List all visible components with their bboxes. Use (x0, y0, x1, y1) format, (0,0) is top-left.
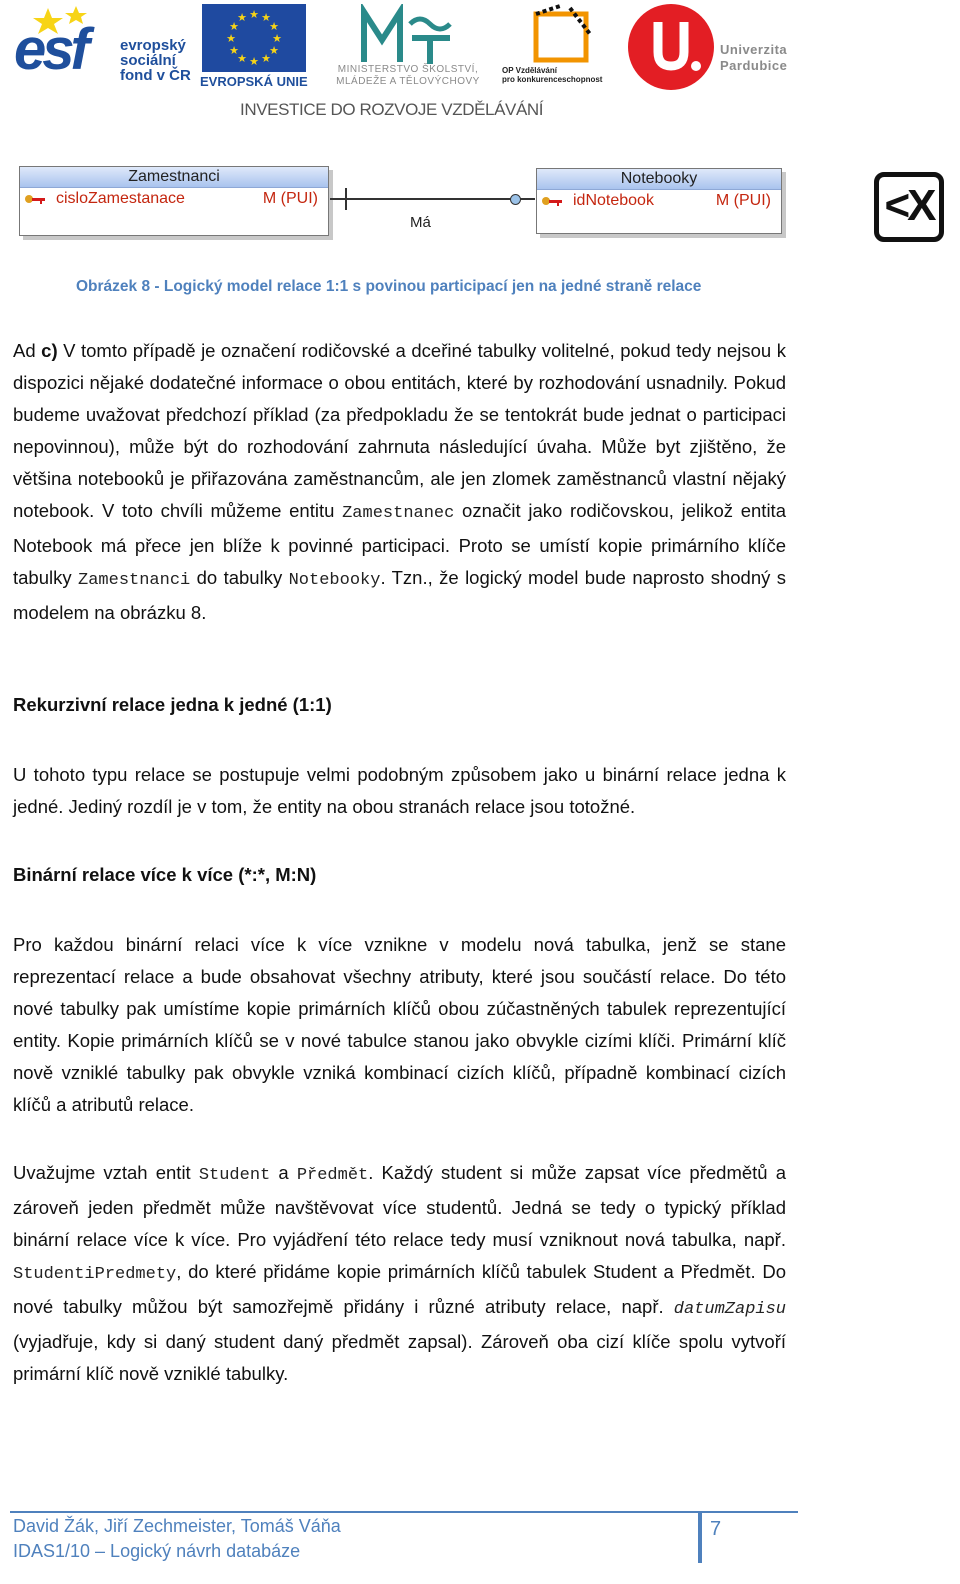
section-heading-many-to-many: Binární relace více k více (*:*, M:N) (13, 864, 317, 885)
svg-text:★: ★ (229, 20, 239, 33)
svg-text:★: ★ (272, 32, 282, 45)
entity-attribute-row (537, 190, 781, 212)
upce-label: Univerzita Pardubice (720, 42, 788, 73)
msmt-logo (360, 4, 456, 66)
close-x-badge-icon[interactable]: <X (874, 172, 944, 242)
upce-logo (628, 4, 714, 90)
eu-stars-icon (202, 4, 306, 72)
svg-text:★: ★ (249, 55, 259, 68)
paragraph-recursive: U tohoto typu relace se postupuje velmi podobným způsobem jako u binární relace jedna k jedné. Jediný rozdíl je v tom, že entity na obou stranách relace jsou totožné. (13, 764, 786, 817)
section-heading-recursive: Rekurzivní relace jedna k jedné (1:1) (13, 694, 332, 715)
op-vzdelavani-logo (530, 4, 596, 66)
attribute-name: idNotebook (573, 192, 654, 209)
entity-attribute-row (20, 188, 328, 210)
svg-text:★: ★ (269, 44, 279, 57)
attribute-type: M (PUI) (262, 190, 318, 207)
page-number: 7 (710, 1518, 722, 1540)
optional-endpoint (510, 194, 521, 205)
svg-text:★: ★ (237, 11, 247, 24)
figure-caption: Obrázek 8 - Logický model relace 1:1 s povinou participací jen na jedné straně relace (76, 278, 702, 295)
paragraph-ad-c: Ad c) V tomto případě je označení rodičovské a dceřiné tabulky volitelné, pokud tedy nejsou k dispozici nějaké dodatečné informace o obou entitách, které by rozhodování usnadnily. Pokud budeme uvažovat předchozí příklad (za předpokladu že se tentokrát bude jednat o participaci nepovinnou), může být do rozhodování zahrnuta následující úvaha. Může byt zjištěno, že většina notebooků je přiřazována zaměstnancům, ale jen zlomek zaměstnanců vlastní nějaký notebook. V toto chvíli můžeme entitu Zamestnanec označit jako rodičovskou, jelikož entita Notebook má přece jen blíže k povinné participaci. Proto se umístí kopie primárního klíče tabulky Zamestnanci do tabulky Notebooky. Tzn., že logický model bude naprosto shodný s modelem na obrázku 8. (13, 340, 787, 623)
svg-text:★: ★ (261, 11, 271, 24)
svg-text:★: ★ (226, 32, 236, 45)
esf-logo-caption: evropský sociální fond v ČR (120, 37, 191, 84)
footer-authors: David Žák, Jiří Zechmeister, Tomáš Váňa (13, 1516, 341, 1536)
u-letter-icon (628, 4, 714, 90)
relationship-label: Má (410, 214, 431, 231)
esf-logo-text: esf (14, 17, 86, 82)
primary-key-icon (24, 194, 46, 204)
paragraph-student-example: Uvažujme vztah entit Student a Předmět. Každý student si může zapsat více předmětů a zároveň jeden předmět může navštěvovat více studentů. Jedná se tedy o typický příklad binární relace více k více. Pro vyjádření této relace tedy musí vzniknout nová tabulka, např. StudentiPredmety, do které přidáme kopie primárních klíčů tabulek Student a Předmět. Do nové tabulky můžou být samozřejmě přidány i různé atributy relace, např. datumZapisu (vyjadřuje, kdy si daný student daný předmět zapsal). Zároveň oba cizí klíče spolu vytvoří primární klíč nově vzniklé tabulky. (13, 1162, 786, 1384)
relationship-line (330, 198, 535, 200)
svg-text:★: ★ (229, 44, 239, 57)
svg-text:★: ★ (249, 8, 259, 21)
investice-slogan: INVESTICE DO ROZVOJE VZDĚLÁVÁNÍ (240, 100, 544, 119)
primary-key-icon (541, 196, 563, 206)
footer-divider (698, 1513, 702, 1563)
entity-title: Zamestnanci (20, 167, 328, 188)
msmt-label: MINISTERSTVO ŠKOLSTVÍ, MLÁDEŽE A TĚLOVÝCHOVY (336, 64, 480, 87)
entity-zamestnanci (19, 166, 329, 236)
eu-flag-logo (202, 4, 306, 72)
footer-course: IDAS1/10 – Logický návrh databáze (13, 1541, 301, 1561)
op-label: OP Vzdělávání pro konkurenceschopnost (502, 66, 603, 84)
attribute-name: cisloZamestanace (56, 190, 185, 207)
svg-text:★: ★ (237, 52, 247, 65)
eu-label: EVROPSKÁ UNIE (200, 74, 308, 89)
entity-title: Notebooky (537, 169, 781, 190)
paragraph-many-to-many: Pro každou binární relaci více k více vznikne v modelu nová tabulka, jenž se stane reprezentací relace a bude obsahovat všechny atributy, které jsou součástí relace. Do této nové tabulky pak umístíme kopie primárních klíčů obou zúčastněných tabulek reprezentující entity. Kopie primárních klíčů se v nové tabulce stanou jako obvykle cizími klíči. Primární klíč nově vzniklé tabulky pak obvykle vzniká kombinací cizích klíčů, případně kombinací cizích klíčů a atributů relace. (13, 934, 786, 1115)
entity-notebooky (536, 168, 782, 234)
footer-rule (10, 1511, 798, 1513)
attribute-type: M (PUI) (715, 192, 771, 209)
mandatory-tick (345, 188, 347, 210)
svg-text:★: ★ (269, 20, 279, 33)
svg-text:★: ★ (261, 52, 271, 65)
